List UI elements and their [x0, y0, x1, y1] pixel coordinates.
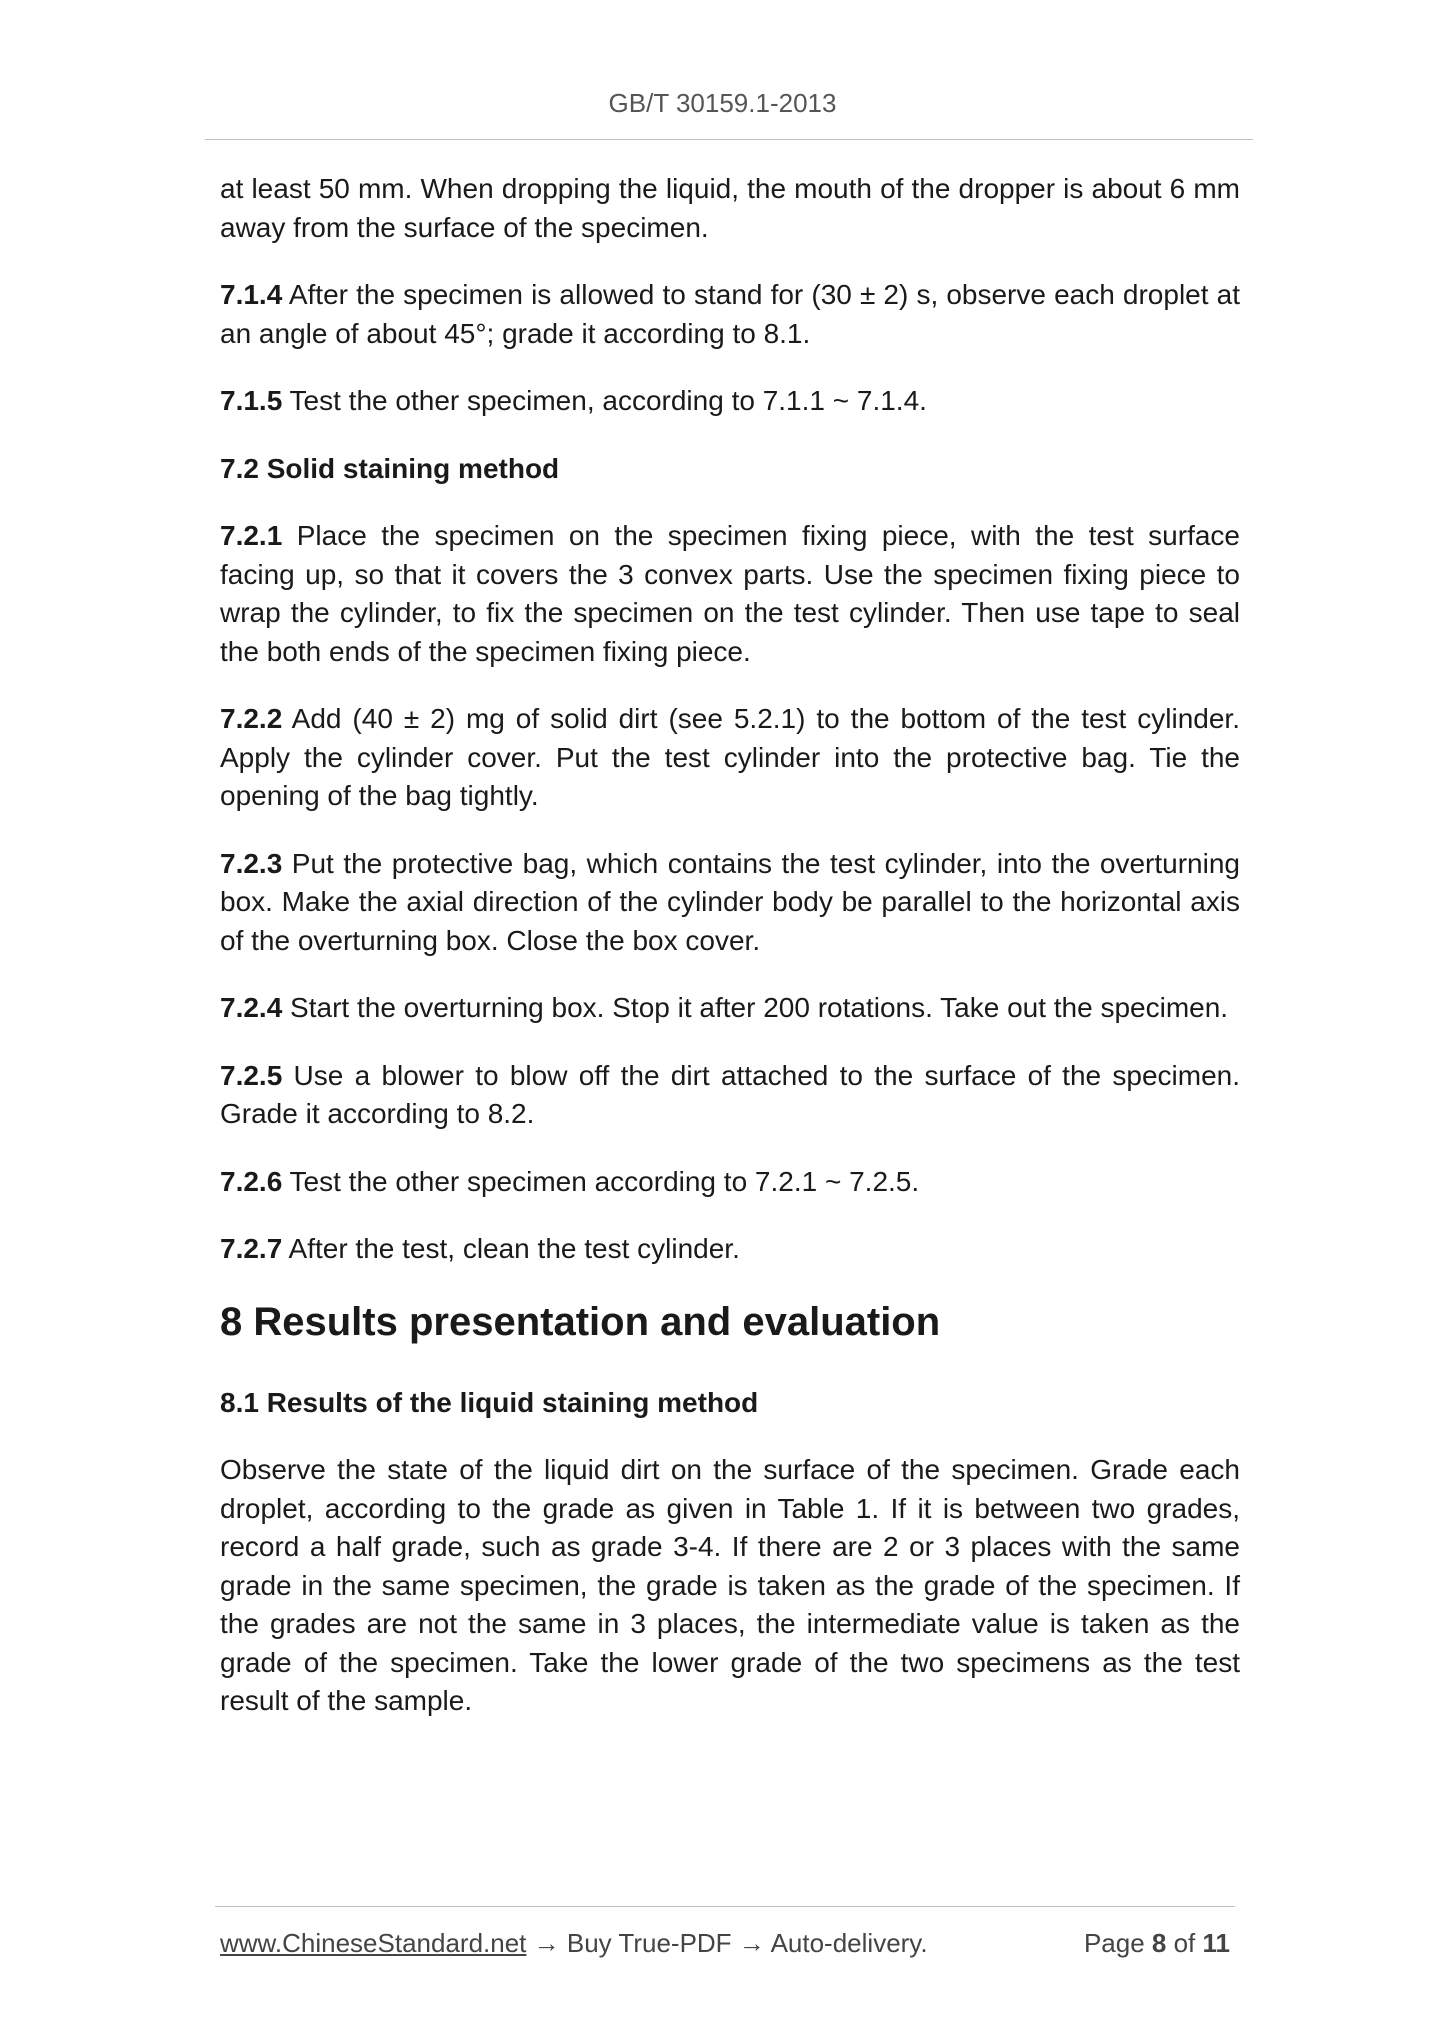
clause-number: 7.2.5	[220, 1059, 283, 1091]
clause-text: After the specimen is allowed to stand for (30 ± 2) s, observe each droplet at an angle of about 45°; grade it according to 8.1.	[220, 279, 1240, 349]
footer-tagline: → Buy True-PDF → Auto-delivery.	[526, 1928, 928, 1958]
page-footer	[220, 1928, 1230, 1959]
clause-number: 7.2.4	[220, 992, 283, 1023]
subheading-7-2: 7.2 Solid staining method	[220, 452, 560, 484]
clause-number: 7.2.7	[220, 1233, 283, 1264]
page-total: 11	[1202, 1928, 1230, 1958]
document-id-header: GB/T 30159.1-2013	[608, 88, 837, 118]
clause-number: 7.2.6	[220, 1165, 283, 1197]
clause-7-1-4	[220, 276, 1240, 353]
clause-text: Place the specimen on the specimen fixing piece, with the test surface facing up, so that it covers the 3 convex parts. Use the specimen fixing piece to wrap the cylinder, to fix the specimen on the test cylinder. Then use tape to seal the both ends of the specimen fixing piece.	[220, 520, 1240, 667]
clause-text: Test the other specimen according to 7.2.1 ~ 7.2.5.	[282, 1165, 920, 1197]
clause-7-2-4	[220, 989, 1240, 1028]
page-current: 8	[1151, 1928, 1167, 1958]
clause-text: Test the other specimen, according to 7.1.1 ~ 7.1.4.	[282, 385, 927, 416]
clause-number: 7.2.2	[220, 703, 283, 734]
clause-number: 7.2.3	[220, 847, 283, 879]
paragraph-8-1	[220, 1451, 1240, 1721]
clause-7-2-6	[220, 1163, 1240, 1202]
clause-7-2-5	[220, 1057, 1240, 1134]
clause-7-2-7	[220, 1230, 1240, 1269]
clause-7-1-5	[220, 382, 1240, 421]
clause-number: 7.1.5	[220, 385, 283, 416]
subheading-8-1: 8.1 Results of the liquid staining method	[220, 1386, 759, 1418]
clause-text: Add (40 ± 2) mg of solid dirt (see 5.2.1) to the bottom of the test cylinder. Apply the cylinder cover. Put the test cylinder into the protective bag. Tie the opening of the bag tightly.	[220, 703, 1240, 811]
clause-7-2-1	[220, 517, 1240, 671]
paragraph-text: at least 50 mm. When dropping the liquid, the mouth of the dropper is about 6 mm away from the surface of the specimen.	[220, 173, 1240, 243]
page-indicator	[1084, 1928, 1230, 1959]
paragraph-text: Observe the state of the liquid dirt on the surface of the specimen. Grade each droplet, according to the grade as given in Table 1. If it is between two grades, record a half grade, such as grade 3-4. If there are 2 or 3 places with the same grade in the same specimen, the grade is taken as the grade of the specimen. If the grades are not the same in 3 places, the intermediate value is taken as the grade of the specimen. Take the lower grade of the two specimens as the test result of the sample.	[220, 1454, 1240, 1716]
clause-7-2-3	[220, 845, 1240, 961]
footer-divider	[215, 1906, 1235, 1907]
paragraph-continuation	[220, 170, 1240, 247]
clause-text: After the test, clean the test cylinder.	[282, 1233, 740, 1264]
page-of: of	[1166, 1928, 1203, 1958]
page-label: Page	[1083, 1928, 1152, 1958]
clause-number: 7.1.4	[220, 279, 283, 310]
clause-7-2-2	[220, 700, 1240, 816]
website-link[interactable]: www.ChineseStandard.net	[220, 1928, 527, 1958]
section-heading-8: 8 Results presentation and evaluation	[220, 1299, 941, 1344]
clause-text: Use a blower to blow off the dirt attached to the surface of the specimen. Grade it according to 8.2.	[220, 1059, 1240, 1129]
clause-text: Start the overturning box. Stop it after 200 rotations. Take out the specimen.	[282, 992, 1229, 1023]
header-divider	[205, 139, 1253, 140]
clause-number: 7.2.1	[220, 520, 283, 551]
page-content	[220, 170, 1240, 1750]
clause-text: Put the protective bag, which contains the test cylinder, into the overturning box. Make the axial direction of the cylinder body be parallel to the horizontal axis of the overturning box. Close the box cover.	[220, 847, 1240, 956]
